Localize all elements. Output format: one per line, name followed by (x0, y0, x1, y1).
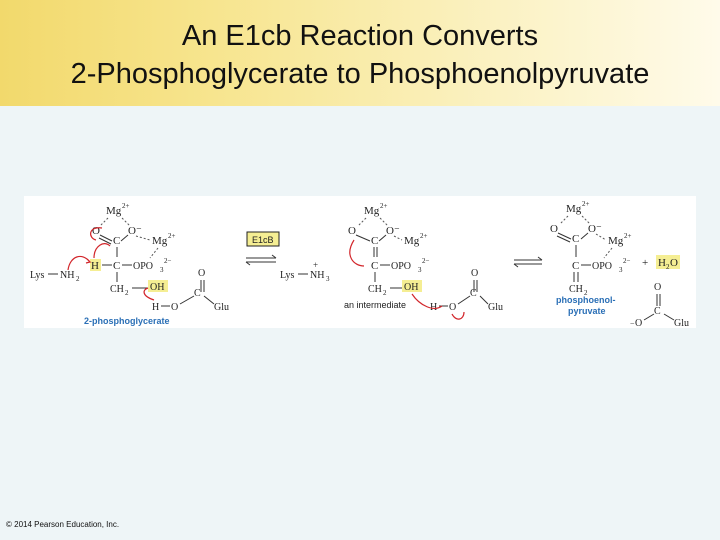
glu-label: Glu (488, 302, 503, 313)
glu-proton: H (430, 302, 438, 313)
water-subscript: 2 (666, 263, 670, 271)
glu-carbon: C (470, 288, 477, 299)
mg-ion-right: Mg (152, 235, 168, 247)
oxygen-atom: O (92, 225, 100, 237)
glu-carbonyl-oxygen: O (471, 268, 479, 279)
carboxylate-carbon: C (113, 235, 121, 247)
glu-proton: H (152, 302, 160, 313)
ammonium-charge: + (313, 260, 319, 270)
oxygen-anion: O (348, 225, 356, 237)
glu-carbonyl-oxygen: O (198, 268, 206, 279)
lys-residue-protonated: Lys (280, 270, 295, 281)
carboxylate-carbon: C (371, 235, 379, 247)
water-o: O (670, 257, 678, 269)
mg-charge-top: 2+ (582, 200, 590, 208)
reaction-scheme (24, 196, 696, 328)
alpha-proton: H (91, 260, 99, 272)
oxygen-anion: O⁻ (588, 223, 602, 235)
copyright-footer: © 2014 Pearson Education, Inc. (6, 520, 120, 529)
glu-label: Glu (674, 318, 689, 328)
mg-charge-right: 2+ (168, 232, 176, 240)
amine-group: NH (60, 270, 75, 281)
mg-ion-top: Mg (566, 203, 582, 215)
slide-title-line-1: An E1cb Reaction Converts (181, 20, 539, 52)
mg-ion-top: Mg (106, 205, 122, 217)
mg-ion-right: Mg (608, 235, 624, 247)
phosphate-group: OPO (391, 261, 412, 272)
phosphate-group: OPO (592, 261, 613, 272)
ammonium-subscript: 3 (326, 275, 330, 283)
central-carbon: C (113, 260, 121, 272)
lys-residue: Lys (30, 270, 45, 281)
label-2-phosphoglycerate: 2-phosphoglycerate (84, 316, 170, 326)
glu-oxygen: O (449, 302, 457, 313)
ammonium-group: NH (310, 270, 325, 281)
glu-oxygen: O (171, 302, 179, 313)
phosphate-group: OPO (133, 261, 154, 272)
water-h: H (658, 257, 666, 269)
phosphate-subscript: 3 (619, 266, 623, 274)
glu-carbon: C (654, 306, 661, 317)
methylene-subscript: 2 (584, 289, 588, 297)
phosphate-subscript: 3 (418, 266, 422, 274)
glu-carbon: C (194, 288, 201, 299)
mg-charge-top: 2+ (122, 202, 130, 210)
glu-label: Glu (214, 302, 229, 313)
glu-carbonyl-oxygen: O (654, 282, 662, 293)
mg-charge-right: 2+ (624, 232, 632, 240)
label-phosphoenol: phosphoenol- (556, 295, 616, 305)
central-carbon: C (371, 260, 379, 272)
methylene-group: CH (110, 284, 124, 295)
methylene-subscript: 2 (125, 289, 129, 297)
mg-charge-right: 2+ (420, 232, 428, 240)
oxygen-anion: O⁻ (386, 225, 400, 237)
methylene-subscript: 2 (383, 289, 387, 297)
reaction-figure (24, 196, 696, 328)
mg-ion-top: Mg (364, 205, 380, 217)
mg-ion-right: Mg (404, 235, 420, 247)
oxygen-atom: O (550, 223, 558, 235)
phosphate-charge: 2− (422, 257, 430, 265)
phosphate-subscript: 3 (160, 266, 164, 274)
e1cb-label: E1cB (252, 235, 274, 245)
phosphate-charge: 2− (623, 257, 631, 265)
carboxylate-carbon: C (572, 233, 580, 245)
oxygen-anion: O⁻ (128, 225, 142, 237)
slide-title-line-2: 2-Phosphoglycerate to Phosphoenolpyruvate (70, 58, 650, 90)
label-pyruvate: pyruvate (568, 306, 606, 316)
mg-charge-top: 2+ (380, 202, 388, 210)
hydroxyl-group: OH (404, 282, 419, 293)
hydroxyl-group: OH (150, 282, 165, 293)
title-bar (0, 0, 720, 106)
central-carbon: C (572, 260, 580, 272)
methylene-group: CH (368, 284, 382, 295)
phosphate-charge: 2− (164, 257, 172, 265)
amine-subscript: 2 (76, 275, 80, 283)
methylene-group: CH (569, 284, 583, 295)
glu-charge: − (630, 319, 635, 328)
label-intermediate: an intermediate (344, 300, 407, 310)
plus-sign: + (642, 257, 649, 269)
glu-oxygen: O (635, 318, 643, 328)
